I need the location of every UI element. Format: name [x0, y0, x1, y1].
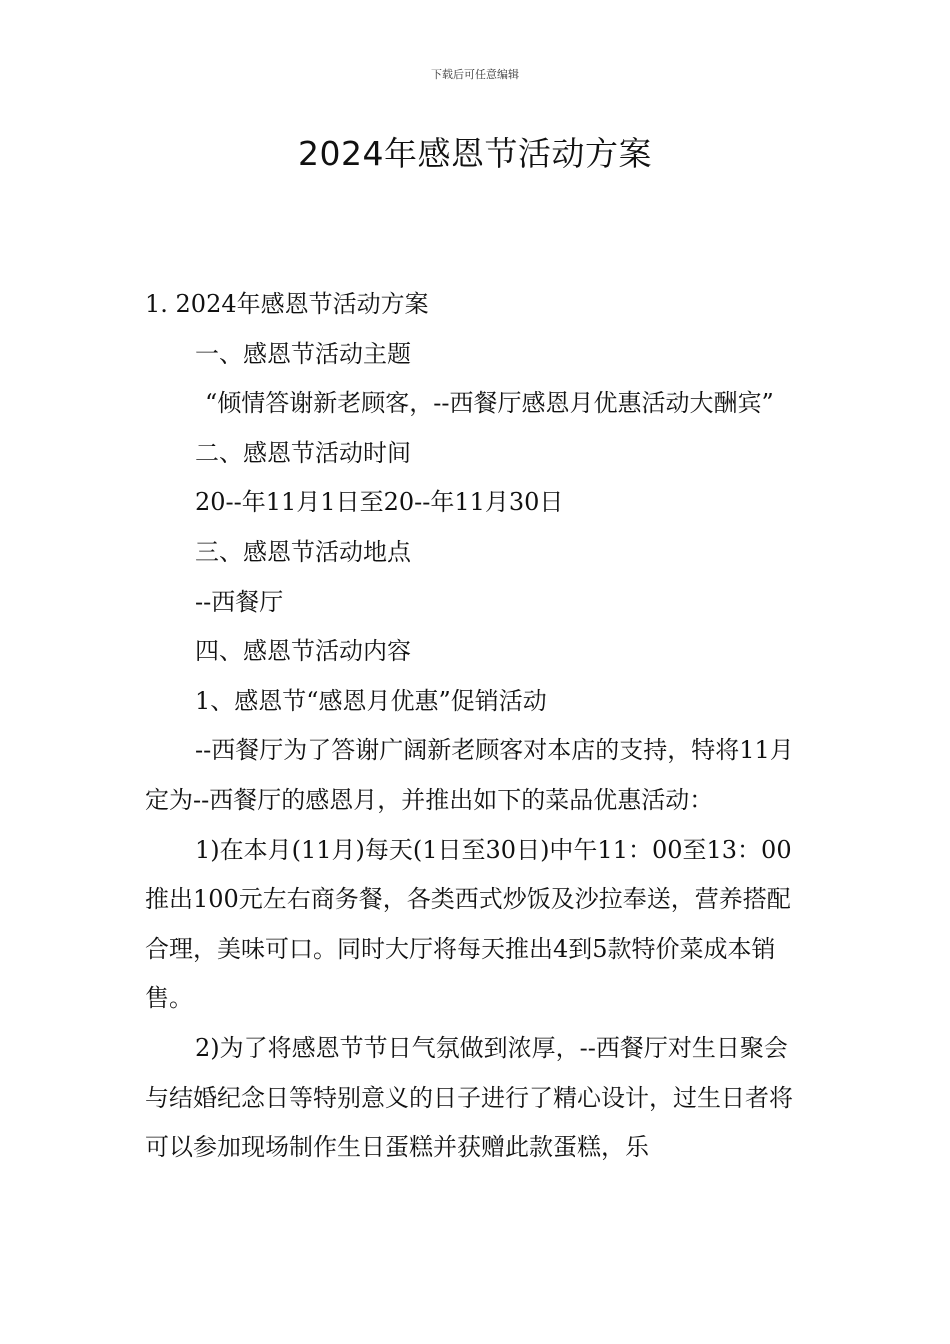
paragraph-item-1: 1)在本月(11月)每天(1日至30日)中午11：00至13：00推出100元左右商务餐，各类西式炒饭及沙拉奉送，营养搭配合理，美味可口。同时大厅将每天推出4到5款特价菜成本销售。 — [145, 835, 792, 1013]
header-note: 下载后可任意编辑 — [431, 68, 519, 81]
item-heading-promotion: 1、感恩节“感恩月优惠”促销活动 — [195, 686, 547, 715]
subheading-location: 三、感恩节活动地点 — [195, 537, 411, 566]
paragraph-theme-slogan: “倾情答谢新老顾客，--西餐厅感恩月优惠活动大酬宾” — [205, 389, 774, 418]
paragraph-promotion-intro: --西餐厅为了答谢广阔新老顾客对本店的支持，特将11月定为--西餐厅的感恩月，并推出如下的菜品优惠活动： — [145, 736, 794, 814]
subheading-theme: 一、感恩节活动主题 — [195, 339, 411, 368]
paragraph-location: --西餐厅 — [195, 587, 284, 616]
section-heading-1: 1. 2024年感恩节活动方案 — [145, 290, 429, 318]
document-title: 2024年感恩节活动方案 — [298, 134, 652, 173]
subheading-content: 四、感恩节活动内容 — [195, 637, 411, 666]
paragraph-item-2: 2)为了将感恩节节日气氛做到浓厚，--西餐厅对生日聚会与结婚纪念日等特别意义的日子进行了精心设计，过生日者将可以参加现场制作生日蛋糕并获赠此款蛋糕，乐 — [145, 1033, 793, 1162]
document-body — [145, 280, 810, 1173]
paragraph-time: 20--年11月1日至20--年11月30日 — [195, 488, 564, 517]
subheading-time: 二、感恩节活动时间 — [195, 438, 411, 467]
